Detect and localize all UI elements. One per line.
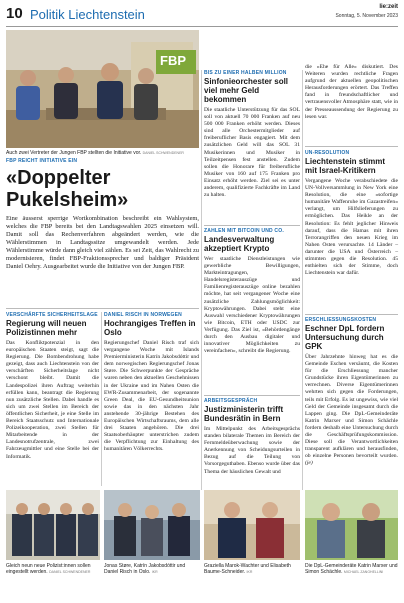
page-number: 10 — [6, 5, 23, 22]
lead-headline: «Doppelter Pukelsheim» — [6, 167, 129, 211]
article-headline: Sinfonieorchester soll viel mehr Geld bekommen — [204, 77, 289, 104]
divider — [204, 395, 300, 396]
photo-eschen — [305, 490, 398, 560]
article-kicker: BIS ZU EINER HALBEN MILLION — [204, 70, 287, 76]
divider — [204, 225, 300, 226]
article-police — [6, 312, 99, 461]
article-kicker: ARBEITSGESPRÄCH — [204, 398, 258, 404]
photo-caption: Gleich neun neue Polizist:innen sollen eingestellt werden. DANIEL SCHWENDENER — [6, 563, 91, 575]
article-body: Wer staatliche Dienstleistungen wie gewerbliche Bewilligungen, Markteintragungen, Handelsregisterauszüge und Familienregisterauszüge online bezahlen möchte, hat seit vergangener Woche eine zusätzliche Zahlungsmöglichkeit: Kryptowährungen. Dabei steht eine Auswahl verschiedener Kryptowährungen wie Bitcoin, ETH oder USDC zur Verfügung. Das Ziel ist, «Behördengänge durch den Ausbau digitaler und innovativer Möglichkeiten zu vereinfachen», schreibt die Regierung. — [204, 256, 300, 355]
photo-police — [6, 490, 100, 560]
photo-caption: Jonas Støre, Katrín Jakobsdóttir und Daniel Risch in Oslo. IKR — [104, 563, 186, 575]
photo-credit: IKR — [246, 570, 253, 574]
main-photo-credit: DANIEL SCHWENDENER — [142, 151, 184, 155]
article-headline: Liechtenstein stimmt mit Israel-Kritikern — [305, 157, 386, 175]
lead-article — [6, 158, 199, 271]
divider — [305, 314, 398, 315]
photo-caption: Graziella Marok-Wachter und Elisabeth Baume-Schneider. IKR — [204, 563, 291, 575]
article-kicker: ERSCHLIESSUNGSKOSTEN — [305, 317, 377, 323]
column-divider — [201, 70, 202, 490]
divider — [305, 146, 398, 147]
article-orchestra — [204, 70, 300, 199]
article-justice — [204, 398, 300, 476]
main-photo-image — [6, 30, 199, 148]
article-body: Vergangene Woche verabschiedete die UN-Vollversammlung in New York eine Resolution, die eine «sofortige humanitäre Waffenruhe im Gazastreifen» verlangt, um Hilfslieferungen zu ermöglichen. Das Heikle an der Resolution: Es fehlt jeglicher Hinweis darauf, dass die Hamas mit ihren Terrorangriffen den neuen Krieg im Nahen Osten verursachte. 14 Länder – darunter die USA und Österreich – stimmten gegen die Resolution. 45 enthielten sich der Stimme, doch Liechtenstein war dafür. — [305, 178, 398, 277]
lead-body: Eine äusserst sperrige Wortkombination beschreibt ein Wahlsystem, welches die FBP bereits bei den Landtagswahlen 2025 einsetzen will. Damit soll das Rechenverfahren abgeändert werden, wie die Wählerstimmen in Landtagssitze umgewandelt werden. Jede Wählerstimme würde dann gleich viel zählen. Es sei Zeit, das Wahlrecht zu modernisieren, findet FBP-Fraktionssprecher und baldiger Präsident Daniel Oehry. Ausgearbeitet wurde die Initiative von der Jungen FBP. — [6, 215, 199, 270]
photo-sign: FBP — [160, 53, 186, 68]
photo-credit: IKR — [151, 570, 158, 574]
divider — [6, 308, 199, 309]
lead-kicker: FBP REICHT INITIATIVE EIN — [6, 158, 78, 164]
photo-bern — [204, 490, 300, 560]
photo-oslo — [104, 490, 200, 560]
article-body: Im Mittelpunkt des Arbeitsgesprächs standen bilaterale Themen im Bereich der Fernmeldeüberwachung sowie der Anerkennung von Scheidungsurteilen in Bezug auf die Teilung von Vorsorgeguthaben. Ebenso wurde über das Thema der häuslichen Gewalt und — [204, 426, 300, 475]
publication-logo: lie:zeit — [379, 4, 398, 10]
main-photo — [6, 30, 199, 148]
main-photo-caption: Auch zwei Vertreter der Jungen FBP stellten die Initiative vor. DANIEL SCHWENDENER — [6, 150, 184, 156]
article-headline: Justizministerin trifft Bundesrätin in Bern — [204, 405, 284, 423]
article-headline: Regierung will neuen Polizistinnen mehr — [6, 319, 87, 337]
photo-credit: MICHAEL ZANGHELLINI — [343, 570, 384, 574]
author-mark: (je) — [305, 460, 313, 467]
issue-date: Sonntag, 5. November 2023 — [335, 13, 398, 19]
article-justice-continued — [305, 64, 398, 121]
article-kicker: VERSCHÄRFTE SICHERHEITSLAGE — [6, 312, 98, 318]
column-divider — [302, 70, 303, 490]
article-kicker: UN-RESOLUTION — [305, 150, 350, 156]
article-kicker: ZAHLEN MIT BITCOIN UND CO. — [204, 228, 284, 234]
photo-caption: Die DpL-Gemeinderäte Katrin Marxer und Simon Schächle. MICHAEL ZANGHELLINI — [305, 563, 398, 575]
article-crypto — [204, 228, 300, 355]
article-body: Über Jahrzehnte hinweg hat es die Gemeinde Eschen versäumt, die Kosten für die Erschliessung mancher Grundstücke ihren Eigentümerinnen zu verrechnen. Diverse Eigentümerinnen wehrten sich gegen die Forderungen, teils mit Erfolg. Es ist ungewiss, wie viel Geld der Gemeinde insgesamt durch die Lappen ging. Die DpL-Gemeinderäte Katrin Marxer und Simon Schächle fordern deshalb eine Untersuchung durch die Geschäftsprüfungskommission. Diese soll die Verantwortlichkeiten transparent aufklären und herausfinden, ob einzelne Personen bevorteilt wurden. (je) — [305, 354, 398, 467]
page-header — [6, 4, 398, 27]
article-headline: Hochrangiges Treffen in Oslo — [104, 319, 196, 337]
article-kicker: DANIEL RISCH IN NORWEGEN — [104, 312, 182, 318]
article-body: die «Ehe für Alle» diskutiert. Des Weiteren wurden rechtliche Fragen aufgrund der aktuellen geopolitischen Herausforderungen erörtert. Das Treffen fand in freundschaftlicher und vertrauensvoller Atmosphäre statt, wie in der Presseaussendung der Regierung zu lesen war. — [305, 64, 398, 120]
article-body: Das Konfliktpotenzial in den europäischen Staaten steigt, sagt die Regierung. Die Bombendrohung habe gezeigt, dass auch Liechtenstein von der verschärften Sicherheitslage nicht verschont bleibt. Damit die Landespolizei ihren Auftrag weiterhin erfüllen kann, beantragt die Regierung nun zusätzliche Stellen. Dabei handle es sich um zwei Stellen im Bereich der öffentlichen Sicherheit, je eine Stelle im Bereich Staatsschutz und Internationale Polizeikooperation, zwei Stellen für Mitarbeitende in der Landesnotrufzentrale, zwei Fahrzeugmittler und eine Stelle bei der Informatik. — [6, 340, 99, 460]
article-un-resolution — [305, 150, 398, 277]
article-oslo — [104, 312, 199, 454]
article-body: Die staatliche Unterstützung für das SOL soll von aktuell 70 000 Franken auf neu 500 000 Franken erhöht werden. Dieses sind alle Orchestermitglieder auf freiberuflicher Basis engagiert. Mit dem zusätzlichen Geld will das SOL 31 Musikerinnen und Musiker in Teilzeitpensen fest anstellen. Zudem sollen die Honorare für freiberufliche Musiker von 160 auf 175 Franken pro Einsatz erhöht werden. Ziel sei es unter anderem, qualifizierte Fachkräfte im Land zu halten. — [204, 107, 300, 199]
article-headline: Landesverwaltung akzeptiert Krypto — [204, 235, 275, 253]
column-divider — [101, 312, 102, 486]
photo-credit: DANIEL SCHWENDENER — [49, 570, 91, 574]
article-headline: Eschner DpL fordern Untersuchung durch GPK — [305, 324, 385, 351]
article-body: Regierungschef Daniel Risch traf sich vergangene Woche mit Islands Premierministerin Katrín Jakobsdóttir und dem norwegischen Regierungschef Jonas Støre. Die Schwerpunkte der Gespräche waren neben den aktuellen Geschehnissen in der Ukraine und im Nahen Osten die EWR-Zusammenarbeit, der sogenannte Green Deal, die EU-Gesundheitsunion sowie das in den nächsten Jahr anstehende 30-jährige Bestehen des Europäischen Wirtschaftsraums, dem alle drei Staaten angehören. Die drei Staatsoberhäupter unterstrichen zudem die Verpflichtung zur Einhaltung des humanitären Völkerrechts. — [104, 340, 199, 453]
section-title: Politik Liechtenstein — [30, 7, 145, 22]
article-eschen — [305, 317, 398, 468]
